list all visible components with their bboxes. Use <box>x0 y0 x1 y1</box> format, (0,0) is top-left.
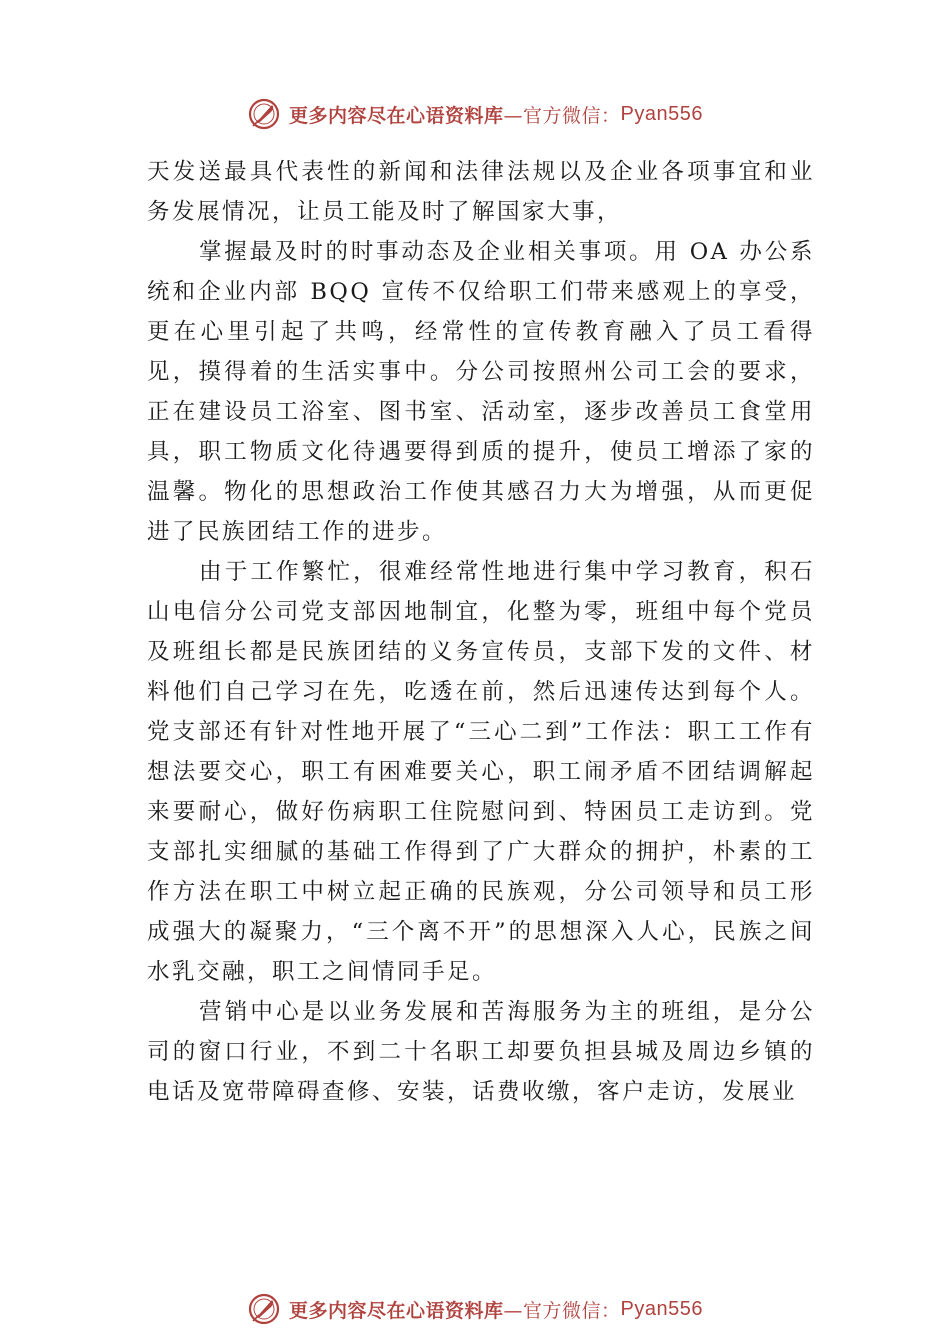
banner-text: 更多内容尽在心语资料库 <box>289 1299 504 1322</box>
feather-quill-seal-icon <box>247 1292 281 1326</box>
document-body <box>147 152 815 1112</box>
feather-quill-seal-icon <box>247 97 281 131</box>
footer-watermark-banner <box>0 1289 950 1329</box>
banner-wechat-id: Pyan556 <box>620 1297 703 1320</box>
header-watermark-banner <box>0 94 950 134</box>
paragraph: 由于工作繁忙，很难经常性地进行集中学习教育，积石山电信分公司党支部因地制宜，化整为零，班组中每个党员及班组长都是民族团结的义务宣传员，支部下发的文件、材料他们自己学习在先，吃透在前，然后迅速传达到每个人。党支部还有针对性地开展了“三心二到”工作法：职工工作有想法要交心，职工有困难要关心，职工闹矛盾不团结调解起来要耐心，做好伤病职工住院慰问到、特困员工走访到。党支部扎实细腻的基础工作得到了广大群众的拥护，朴素的工作方法在职工中树立起正确的民族观，分公司领导和员工形成强大的凝聚力，“三个离不开”的思想深入人心，民族之间水乳交融，职工之间情同手足。 <box>147 559 815 985</box>
paragraph: 营销中心是以业务发展和苦海服务为主的班组，是分公司的窗口行业，不到二十名职工却要负担县城及周边乡镇的电话及宽带障碍查修、安装，话费收缴，客户走访，发展业 <box>147 999 815 1105</box>
banner-separator: —官方微信： <box>503 1299 621 1322</box>
banner-wechat-id: Pyan556 <box>620 102 703 125</box>
paragraph-continuation: 天发送最具代表性的新闻和法律法规以及企业各项事宜和业务发展情况，让员工能及时了解国家大事， <box>147 159 815 225</box>
paragraph: 掌握最及时的时事动态及企业相关事项。用 OA 办公系统和企业内部 BQQ 宣传不仅给职工们带来感观上的享受，更在心里引起了共鸣，经常性的宣传教育融入了员工看得见，摸得着的生活实事中。分公司按照州公司工会的要求，正在建设员工浴室、图书室、活动室，逐步改善员工食堂用具，职工物质文化待遇要得到质的提升，使员工增添了家的温馨。物化的思想政治工作使其感召力大为增强，从而更促进了民族团结工作的进步。 <box>147 239 815 545</box>
banner-separator: —官方微信： <box>503 104 621 127</box>
banner-text: 更多内容尽在心语资料库 <box>289 104 504 127</box>
